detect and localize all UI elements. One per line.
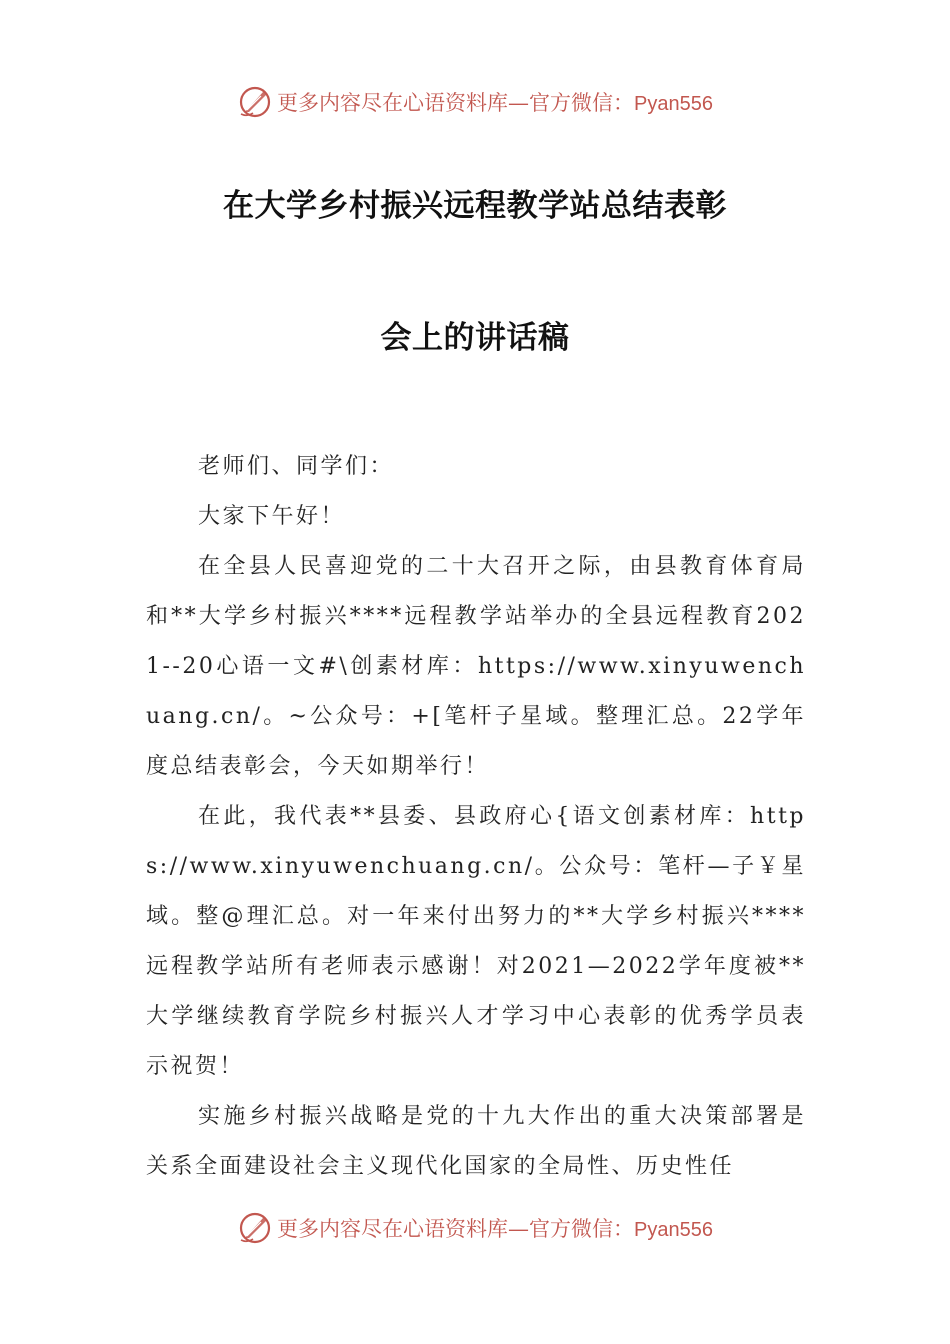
feather-pen-circle-icon [237, 1210, 273, 1246]
footer-banner [0, 1206, 950, 1250]
body-paragraph-1: 在全县人民喜迎党的二十大召开之际，由县教育体育局和**大学乡村振兴****远程教学站举办的全县远程教育2021--20心语一文#\创素材库：https://www.xinyuwenchuang.cn/。~公众号：+[笔杆子星域。整理汇总。22学年度总结表彰会，今天如期举行！ [146, 554, 806, 779]
document-title-line-1: 在大学乡村振兴远程教学站总结表彰 [223, 188, 727, 224]
document-body [146, 442, 806, 1192]
footer-wechat-handle: Pyan556 [634, 1219, 713, 1241]
header-wechat-handle: Pyan556 [634, 93, 713, 115]
header-banner [0, 80, 950, 124]
body-paragraph-2: 在此，我代表**县委、县政府心{语文创素材库：https://www.xinyuwenchuang.cn/。公众号：笔杆—子￥星域。整@理汇总。对一年来付出努力的**大学乡村振兴****远程教学站所有老师表示感谢！对2021—2022学年度被**大学继续教育学院乡村振兴人才学习中心表彰的优秀学员表示祝贺！ [146, 804, 806, 1079]
header-banner-text: 更多内容尽在心语资料库—官方微信：Pyan556 [277, 91, 713, 115]
salutation-paragraph: 老师们、同学们： [198, 454, 395, 479]
document-title-line-2: 会上的讲话稿 [380, 320, 570, 356]
body-paragraph-3: 实施乡村振兴战略是党的十九大作出的重大决策部署是关系全面建设社会主义现代化国家的全局性、历史性任 [146, 1104, 806, 1179]
greeting-paragraph: 大家下午好！ [198, 504, 346, 529]
feather-pen-circle-icon [237, 84, 273, 120]
footer-banner-text: 更多内容尽在心语资料库—官方微信：Pyan556 [277, 1217, 713, 1241]
